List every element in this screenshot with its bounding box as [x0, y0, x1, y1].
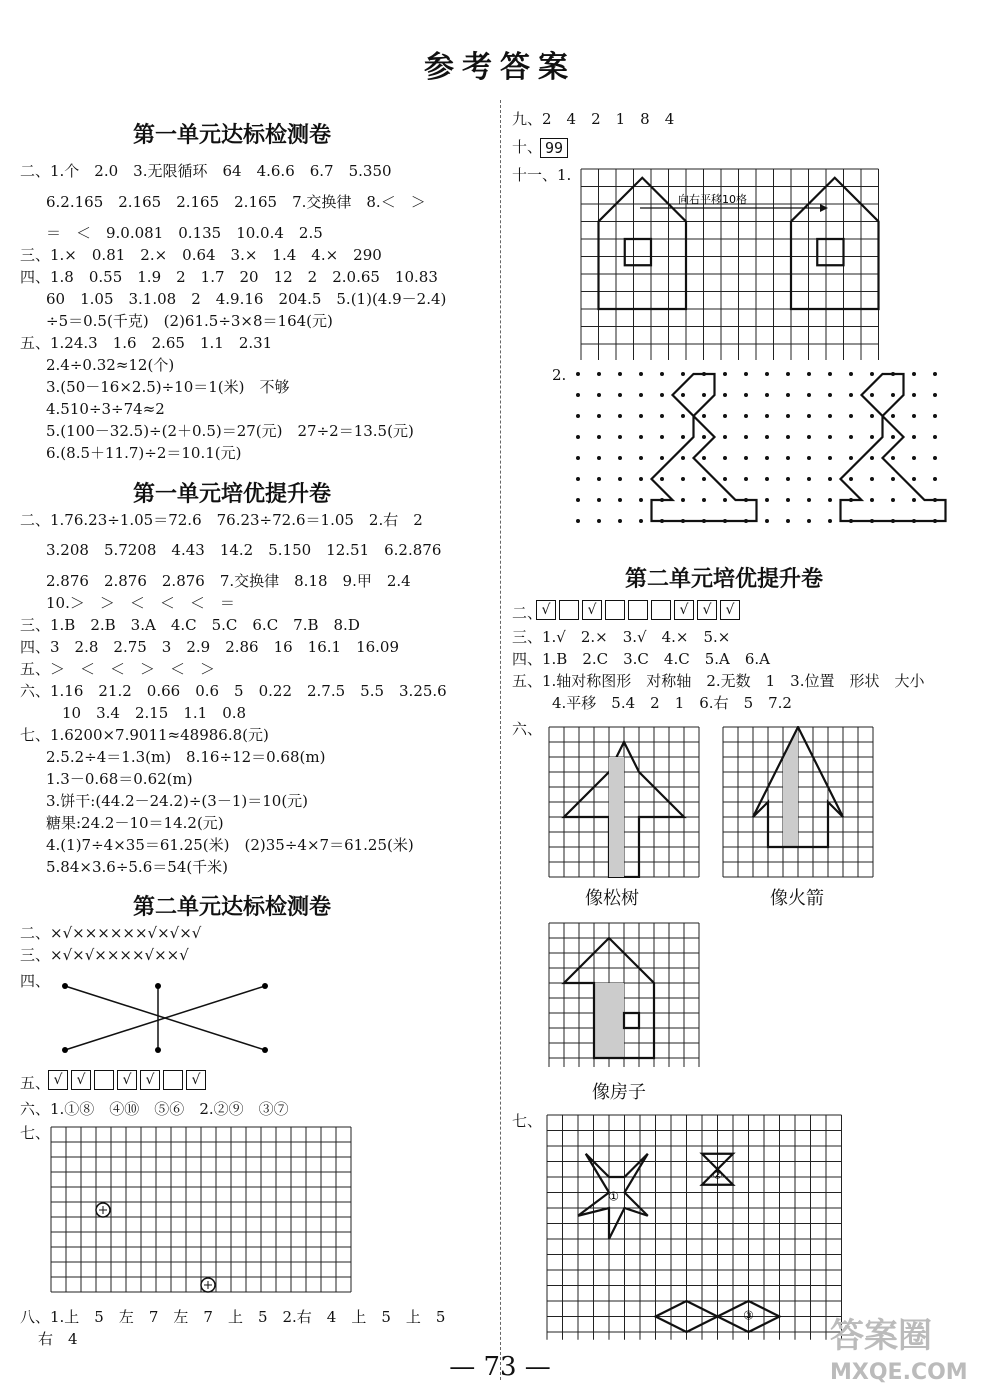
grid-dot — [849, 456, 853, 460]
grid-dot — [870, 393, 874, 397]
grid-dot — [807, 393, 811, 397]
grid-dot — [597, 414, 601, 418]
question-label: 七、 — [20, 1124, 51, 1142]
grid-diagram-pine-tree — [548, 726, 700, 878]
shaded-half — [783, 727, 798, 847]
answer-box-row — [48, 1070, 206, 1090]
grid-dot — [744, 435, 748, 439]
question-label: 七、 — [512, 1112, 543, 1130]
grid-dot — [576, 372, 580, 376]
dot-grid-diagram — [572, 368, 952, 538]
caption: 像松树 — [585, 888, 639, 909]
answer-line: 6.2.165 2.165 2.165 2.165 7.交换律 8.＜ ＞ — [46, 193, 426, 211]
answer-checkbox: √ — [48, 1070, 68, 1090]
grid-dot — [576, 477, 580, 481]
grid-dot — [618, 414, 622, 418]
grid-dot — [618, 519, 622, 523]
grid-dot — [597, 498, 601, 502]
grid-dot — [912, 435, 916, 439]
grid-diagram-symmetry-shapes — [546, 1114, 858, 1348]
answer-line: 右 4 — [38, 1330, 78, 1348]
grid-dot — [912, 456, 916, 460]
answer-line: 5.(100－32.5)÷(2＋0.5)＝27(元) 27÷2＝13.5(元) — [46, 422, 414, 440]
grid-dot — [723, 414, 727, 418]
watermark: MXQE.COM — [830, 1360, 968, 1385]
answer-box: 99 — [540, 138, 568, 158]
grid-dot — [597, 435, 601, 439]
question-label: 2. — [552, 366, 567, 384]
shaded-half — [594, 983, 624, 1058]
grid-dot — [891, 393, 895, 397]
grid-dot — [618, 477, 622, 481]
answer-line: 二、1.76.23÷1.05＝72.6 76.23÷72.6＝1.05 2.右 2 — [20, 511, 423, 529]
grid-dot — [765, 435, 769, 439]
answer-checkbox: √ — [186, 1070, 206, 1090]
grid-dot — [765, 372, 769, 376]
watermark: 答案圈 — [830, 1316, 932, 1356]
grid-dot — [660, 477, 664, 481]
grid-dot — [576, 519, 580, 523]
answer-line: ÷5＝0.5(千克) (2)61.5÷3×8＝164(元) — [46, 312, 333, 330]
grid-dot — [933, 477, 937, 481]
grid-dot — [849, 414, 853, 418]
grid-dot — [660, 393, 664, 397]
answer-line: 2.876 2.876 2.876 7.交换律 8.18 9.甲 2.4 — [46, 572, 411, 590]
grid-dot — [618, 372, 622, 376]
answer-checkbox: √ — [697, 600, 717, 620]
grid-dot — [828, 477, 832, 481]
answer-line: 二、×√××××××√×√×√ — [20, 924, 202, 942]
grid-dot — [828, 393, 832, 397]
grid-dot — [597, 477, 601, 481]
grid-dot — [723, 435, 727, 439]
grid-dot — [849, 393, 853, 397]
grid-dot — [870, 414, 874, 418]
grid-dot — [807, 372, 811, 376]
answer-line: 五、1.24.3 1.6 2.65 1.1 2.31 — [20, 334, 273, 352]
grid-dot — [933, 393, 937, 397]
window-outline — [817, 239, 843, 265]
grid-dot — [933, 456, 937, 460]
answer-line: 五、＞ ＜ ＜ ＞ ＜ ＞ — [20, 660, 216, 678]
answer-line: 5.84×3.6÷5.6＝54(千米) — [46, 858, 229, 876]
grid-dot — [786, 435, 790, 439]
house-outline — [791, 178, 879, 309]
answer-line: 4.平移 5.4 2 1 6.右 5 7.2 — [552, 694, 792, 712]
answer-checkbox — [559, 600, 579, 620]
grid-dot — [576, 435, 580, 439]
arrow-head — [820, 204, 828, 212]
grid-dot — [660, 414, 664, 418]
answer-checkbox — [605, 600, 625, 620]
answer-line: 二、1.个 2.0 3.无限循环 64 4.6.6 6.7 5.350 — [20, 162, 392, 180]
grid-dot — [828, 498, 832, 502]
grid-dot — [576, 456, 580, 460]
shaded-half — [609, 757, 624, 877]
grid-dot — [912, 498, 916, 502]
grid-diagram-rotation — [50, 1126, 354, 1302]
grid-dot — [597, 393, 601, 397]
answer-line: 四、1.8 0.55 1.9 2 1.7 20 12 2 2.0.65 10.83 — [20, 268, 438, 286]
grid-dot — [597, 456, 601, 460]
grid-dot — [702, 435, 706, 439]
answer-line: 六、1.16 21.2 0.66 0.6 5 0.22 2.7.5 5.5 3.25.6 — [20, 682, 447, 700]
grid-dot — [786, 393, 790, 397]
section-title-unit2-advanced: 第二单元培优提升卷 — [625, 567, 824, 592]
grid-dot — [807, 477, 811, 481]
grid-dot — [912, 372, 916, 376]
grid-dot — [639, 435, 643, 439]
grid-dot — [681, 435, 685, 439]
grid-dot — [639, 519, 643, 523]
answer-line: 10 3.4 2.15 1.1 0.8 — [62, 704, 247, 722]
grid-dot — [576, 393, 580, 397]
answer-line: 五、1.轴对称图形 对称轴 2.无数 1 3.位置 形状 大小 — [512, 672, 925, 690]
grid-dot — [786, 498, 790, 502]
grid-dot — [870, 456, 874, 460]
page-title: 参考答案 — [424, 50, 576, 85]
grid-dot — [702, 498, 706, 502]
answer-line: 2.4÷0.32≈12(个) — [46, 356, 175, 374]
grid-dot — [723, 456, 727, 460]
grid-diagram-house — [548, 922, 700, 1068]
grid-dot — [828, 435, 832, 439]
grid-dot — [702, 393, 706, 397]
answer-line: 六、1.①⑧ ④⑩ ⑤⑥ 2.②⑨ ③⑦ — [20, 1100, 289, 1118]
grid-dot — [870, 372, 874, 376]
grid-dot — [681, 477, 685, 481]
answer-line: 三、1.√ 2.× 3.√ 4.× 5.× — [512, 628, 731, 646]
grid-dot — [660, 372, 664, 376]
grid-dot — [891, 498, 895, 502]
answer-checkbox: √ — [140, 1070, 160, 1090]
answer-line: 1.3－0.68＝0.62(m) — [46, 770, 193, 788]
grid-dot — [618, 456, 622, 460]
answer-line: 糖果:24.2－10＝14.2(元) — [46, 814, 224, 832]
house-outline — [599, 178, 687, 309]
question-label: 四、 — [20, 972, 51, 990]
answer-line: 6.(8.5＋11.7)÷2＝10.1(元) — [46, 444, 242, 462]
grid-dot — [912, 414, 916, 418]
grid-diagram-rocket — [722, 726, 874, 878]
grid-dot — [786, 456, 790, 460]
grid-dot — [660, 435, 664, 439]
grid-dot — [702, 456, 706, 460]
window-outline — [625, 239, 651, 265]
grid-dot — [912, 477, 916, 481]
grid-diagram-house-translation — [580, 168, 892, 360]
grid-dot — [744, 477, 748, 481]
grid-dot — [618, 435, 622, 439]
answer-line: 60 1.05 3.1.08 2 4.9.16 204.5 5.(1)(4.9－2.4) — [46, 290, 447, 308]
grid-dot — [639, 498, 643, 502]
answer-checkbox: √ — [582, 600, 602, 620]
question-label: 六、 — [512, 720, 543, 738]
grid-dot — [765, 414, 769, 418]
answer-line: 2.5.2÷4＝1.3(m) 8.16÷12＝0.68(m) — [46, 748, 326, 766]
grid-dot — [576, 498, 580, 502]
grid-dot — [765, 477, 769, 481]
question-label: 十一、1. — [512, 166, 572, 184]
arrow-label: 向右平移10格 — [678, 193, 747, 206]
grid-dot — [849, 372, 853, 376]
grid-dot — [807, 435, 811, 439]
grid-dot — [891, 456, 895, 460]
grid-dot — [702, 414, 706, 418]
answer-box-row — [536, 600, 740, 620]
page-number: — 73 — — [449, 1352, 551, 1382]
answer-line: 3.(50－16×2.5)÷10＝1(米) 不够 — [46, 378, 290, 396]
grid-dot — [849, 477, 853, 481]
answer-checkbox — [94, 1070, 114, 1090]
grid-dot — [891, 435, 895, 439]
grid-dot — [786, 519, 790, 523]
grid-dot — [639, 393, 643, 397]
grid-dot — [807, 414, 811, 418]
answer-line: 四、1.B 2.C 3.C 4.C 5.A 6.A — [512, 650, 770, 668]
answer-line: 八、1.上 5 左 7 左 7 上 5 2.右 4 上 5 上 5 — [20, 1308, 446, 1326]
grid-dot — [597, 519, 601, 523]
answer-checkbox — [628, 600, 648, 620]
line-cross-diagram — [55, 978, 275, 1058]
grid-dot — [828, 372, 832, 376]
grid-dot — [933, 372, 937, 376]
answer-checkbox: √ — [674, 600, 694, 620]
answer-checkbox: √ — [536, 600, 556, 620]
grid-dot — [870, 477, 874, 481]
grid-dot — [723, 477, 727, 481]
grid-dot — [723, 498, 727, 502]
answer-line: 三、1.× 0.81 2.× 0.64 3.× 1.4 4.× 290 — [20, 246, 382, 264]
answer-line: 三、×√×√××××√××√ — [20, 946, 189, 964]
grid-dot — [891, 414, 895, 418]
grid-dot — [744, 414, 748, 418]
caption: 像火箭 — [770, 888, 824, 909]
grid-dot — [891, 477, 895, 481]
question-label: 五、 — [20, 1074, 51, 1092]
grid-dot — [681, 414, 685, 418]
grid-dot — [933, 414, 937, 418]
answer-checkbox: √ — [71, 1070, 91, 1090]
grid-dot — [744, 456, 748, 460]
grid-dot — [744, 372, 748, 376]
grid-dot — [639, 372, 643, 376]
column-divider — [500, 100, 501, 1380]
answer-line: 七、1.6200×7.9011≈48986.8(元) — [20, 726, 269, 744]
grid-dot — [765, 498, 769, 502]
grid-dot — [723, 372, 727, 376]
grid-dot — [828, 414, 832, 418]
answer-line: 3.饼干:(44.2－24.2)÷(3－1)＝10(元) — [46, 792, 309, 810]
caption: 像房子 — [592, 1082, 646, 1103]
answer-checkbox — [163, 1070, 183, 1090]
grid-dot — [786, 372, 790, 376]
window-outline — [624, 1013, 639, 1028]
shape-label: ③ — [743, 1308, 754, 1323]
grid-dot — [639, 456, 643, 460]
grid-dot — [849, 435, 853, 439]
grid-dot — [681, 456, 685, 460]
grid-dot — [681, 372, 685, 376]
section-title-unit2-standard: 第二单元达标检测卷 — [133, 895, 332, 920]
grid-dot — [807, 498, 811, 502]
answer-line: 4.510÷3÷74≈2 — [46, 400, 165, 418]
answer-line: 四、3 2.8 2.75 3 2.9 2.86 16 16.1 16.09 — [20, 638, 400, 656]
grid-dot — [618, 498, 622, 502]
section-title-unit1-advanced: 第一单元培优提升卷 — [133, 482, 332, 507]
answer-line: 3.208 5.7208 4.43 14.2 5.150 12.51 6.2.876 — [46, 541, 442, 559]
grid-dot — [828, 519, 832, 523]
grid-dot — [597, 372, 601, 376]
grid-dot — [681, 393, 685, 397]
grid-dot — [765, 393, 769, 397]
answer-checkbox — [651, 600, 671, 620]
answer-line: 4.(1)7÷4×35＝61.25(米) (2)35÷4×7＝61.25(米) — [46, 836, 414, 854]
shape-label: ② — [712, 1167, 723, 1182]
grid-dot — [618, 393, 622, 397]
grid-dot — [702, 477, 706, 481]
answer-line: 三、1.B 2.B 3.A 4.C 5.C 6.C 7.B 8.D — [20, 616, 360, 634]
grid-dot — [828, 456, 832, 460]
grid-dot — [765, 456, 769, 460]
grid-dot — [786, 414, 790, 418]
grid-dot — [933, 435, 937, 439]
question-label: 二、 — [512, 604, 543, 622]
grid-dot — [639, 477, 643, 481]
answer-line: ＝ ＜ 9.0.081 0.135 10.0.4 2.5 — [46, 224, 323, 242]
shape-label: ① — [608, 1189, 620, 1204]
grid-dot — [870, 498, 874, 502]
grid-dot — [681, 498, 685, 502]
answer-checkbox: √ — [720, 600, 740, 620]
answer-checkbox: √ — [117, 1070, 137, 1090]
grid-dot — [723, 393, 727, 397]
grid-dot — [639, 414, 643, 418]
grid-dot — [870, 435, 874, 439]
section-title-unit1-standard: 第一单元达标检测卷 — [133, 123, 332, 148]
grid-dot — [744, 393, 748, 397]
grid-dot — [786, 477, 790, 481]
question-label: 十、 — [512, 138, 543, 156]
grid-dot — [576, 414, 580, 418]
grid-dot — [807, 519, 811, 523]
answer-line: 九、2 4 2 1 8 4 — [512, 110, 675, 128]
answer-line: 10.＞ ＞ ＜ ＜ ＜ ＝ — [46, 594, 235, 612]
grid-dot — [660, 456, 664, 460]
grid-dot — [807, 456, 811, 460]
grid-dot — [765, 519, 769, 523]
grid-dot — [912, 393, 916, 397]
